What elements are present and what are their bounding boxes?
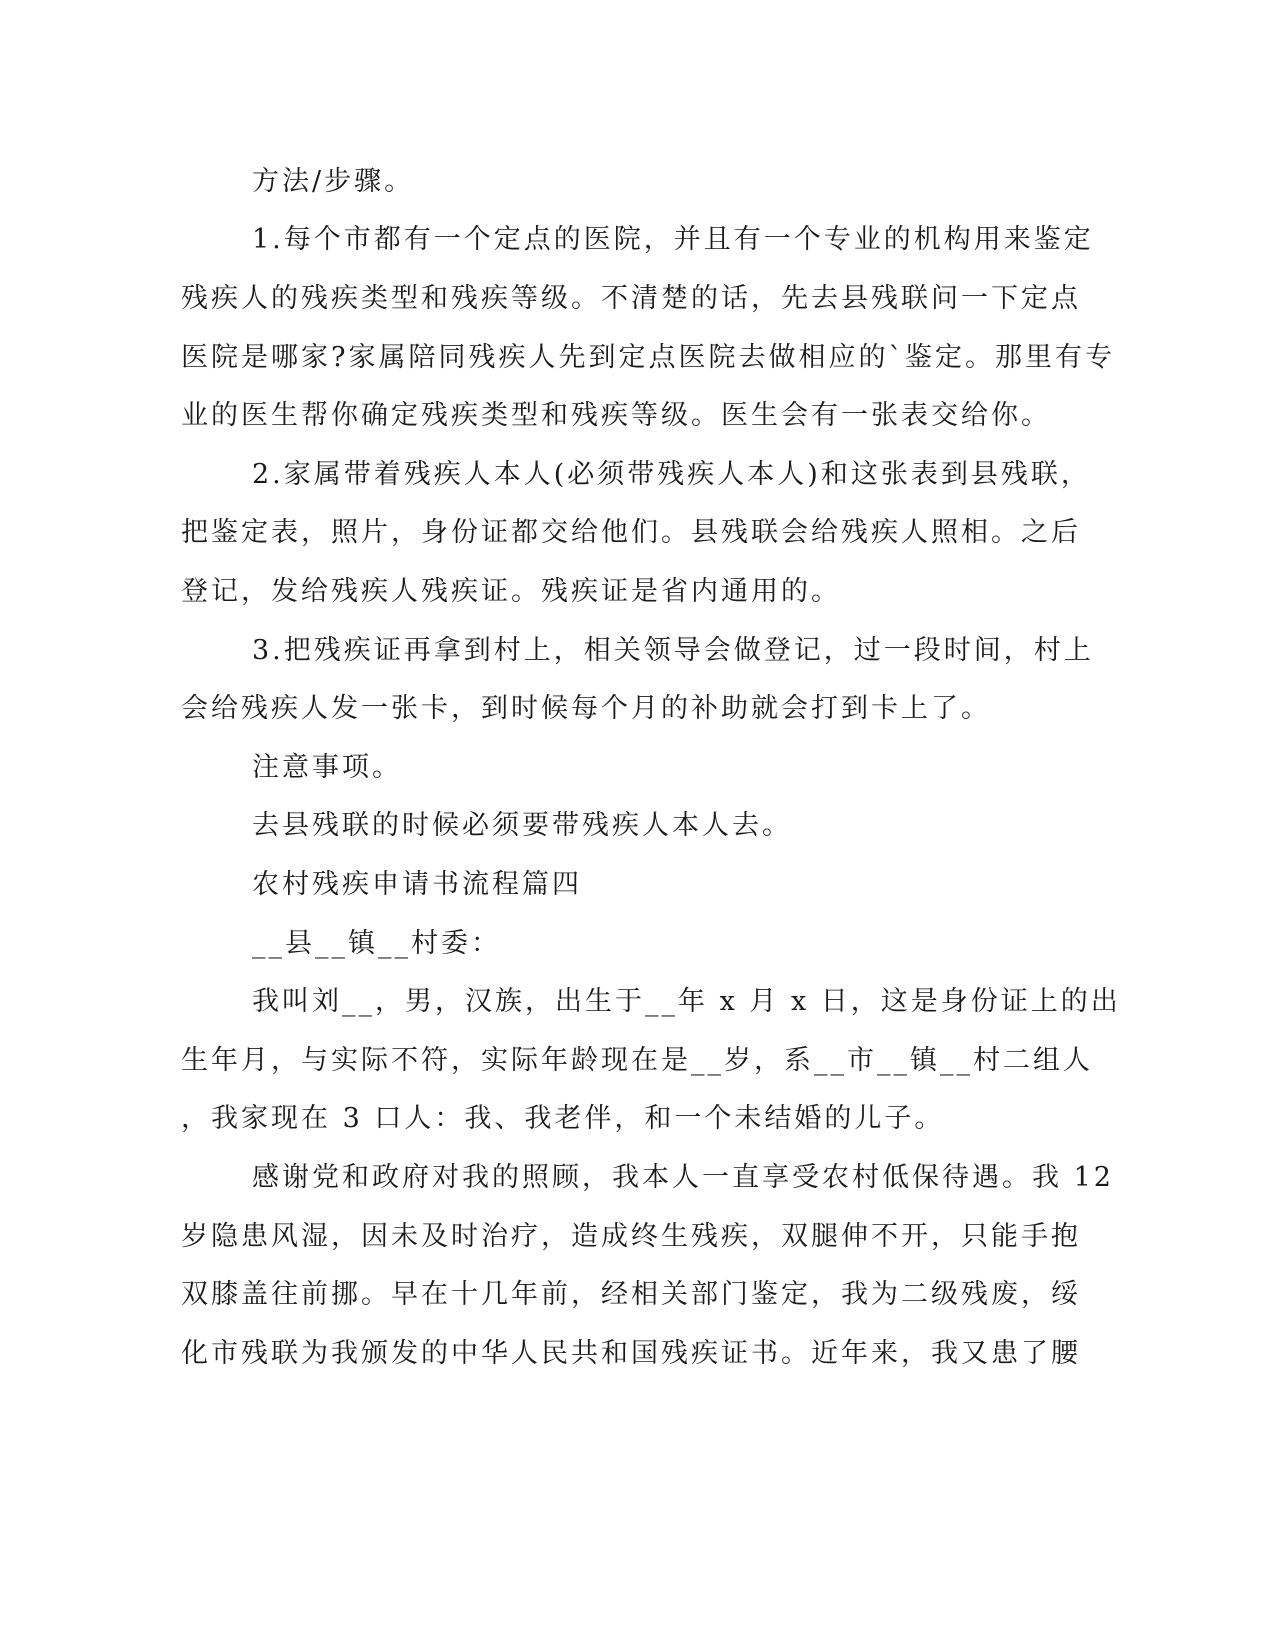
- text-line: 感谢党和政府对我的照顾，我本人一直享受农村低保待遇。我 12: [252, 1162, 1114, 1193]
- text-line: 岁隐患风湿，因未及时治疗，造成终生残疾，双腿伸不开，只能手抱: [181, 1221, 1081, 1252]
- text-line: 2.家属带着残疾人本人(必须带残疾人本人)和这张表到县残联，: [252, 459, 1091, 490]
- text-line: 去县残联的时候必须要带残疾人本人去。: [252, 810, 792, 841]
- text-line: 会给残疾人发一张卡，到时候每个月的补助就会打到卡上了。: [181, 693, 991, 724]
- text-line: 农村残疾申请书流程篇四: [252, 869, 582, 900]
- text-line: 1.每个市都有一个定点的医院，并且有一个专业的机构用来鉴定: [252, 224, 1094, 255]
- text-line: 残疾人的残疾类型和残疾等级。不清楚的话，先去县残联问一下定点: [181, 283, 1081, 314]
- text-line: 化市残联为我颁发的中华人民共和国残疾证书。近年来，我又患了腰: [181, 1338, 1081, 1369]
- text-line: 医院是哪家?家属陪同残疾人先到定点医院去做相应的`鉴定。那里有专: [181, 342, 1115, 373]
- text-line: 注意事项。: [252, 752, 402, 783]
- text-line: 业的医生帮你确定残疾类型和残疾等级。医生会有一张表交给你。: [181, 400, 1051, 431]
- text-line: 3.把残疾证再拿到村上，相关领导会做登记，过一段时间，村上: [252, 635, 1094, 666]
- text-line: __县__镇__村委：: [252, 928, 501, 959]
- text-line: ，我家现在 3 口人：我、我老伴，和一个未结婚的儿子。: [181, 1103, 945, 1134]
- text-line: 把鉴定表，照片，身份证都交给他们。县残联会给残疾人照相。之后: [181, 517, 1081, 548]
- text-line: 双膝盖往前挪。早在十几年前，经相关部门鉴定，我为二级残废，绥: [181, 1279, 1081, 1310]
- text-line: 登记，发给残疾人残疾证。残疾证是省内通用的。: [181, 576, 841, 607]
- text-line: 方法/步骤。: [252, 166, 415, 197]
- text-line: 生年月，与实际不符，实际年龄现在是__岁，系__市__镇__村二组人: [181, 1045, 1093, 1076]
- text-line: 我叫刘__，男，汉族，出生于__年 x 月 x 日，这是身份证上的出: [252, 986, 1121, 1017]
